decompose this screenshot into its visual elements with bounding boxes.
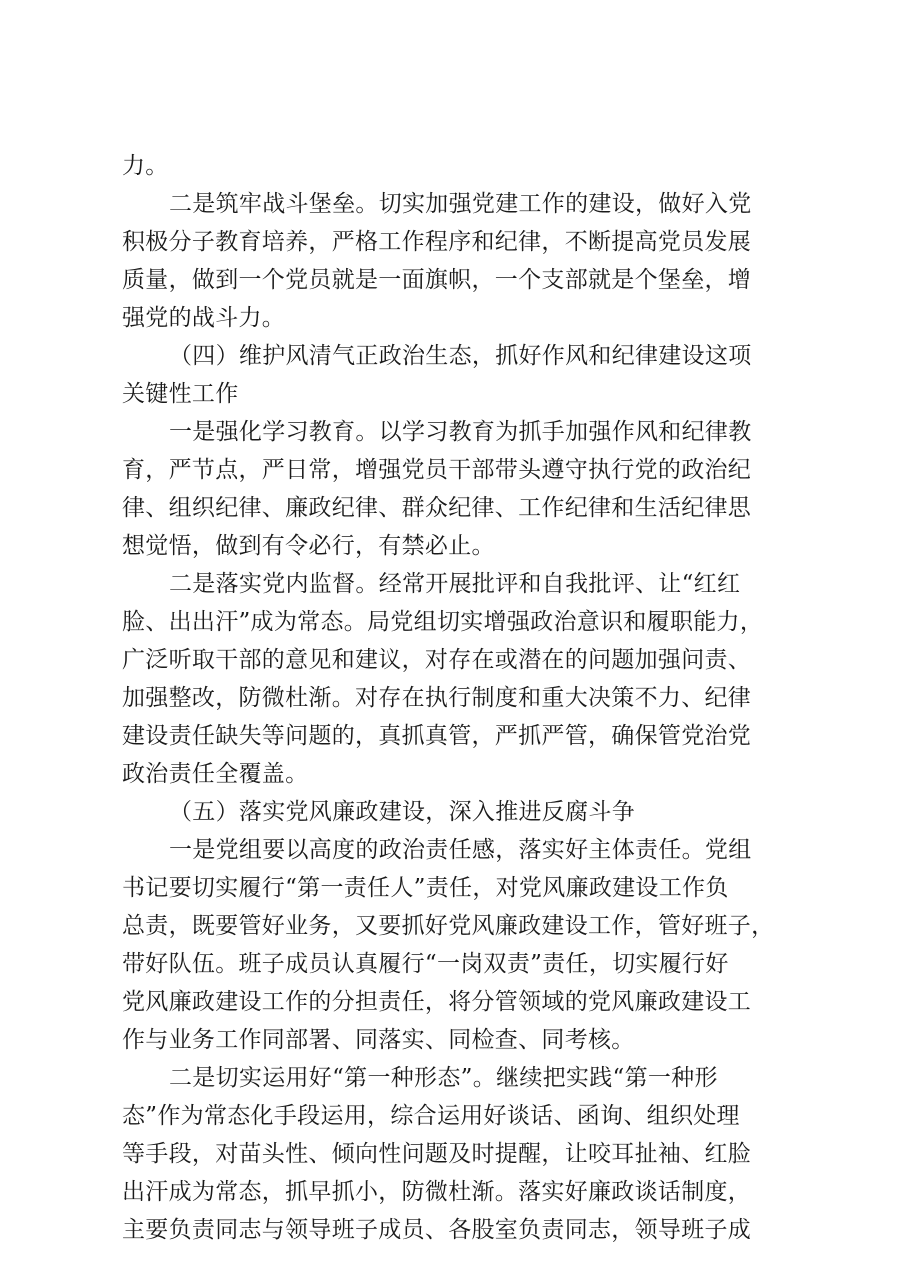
document-body xyxy=(122,147,795,1249)
text-line: 一是强化学习教育。以学习教育为抓手加强作风和纪律教 xyxy=(169,419,752,445)
text-line: 强党的战斗力。 xyxy=(122,305,286,331)
text-line: 出汗成为常态，抓早抓小，防微杜渐。落实好廉政谈话制度， xyxy=(122,1179,752,1205)
text-line: 积极分子教育培养，严格工作程序和纪律，不断提高党员发展 xyxy=(122,229,752,255)
text-line: 二是落实党内监督。经常开展批评和自我批评、让“红红 xyxy=(169,571,741,597)
text-line: 广泛听取干部的意见和建议，对存在或潜在的问题加强问责、 xyxy=(122,647,752,673)
text-line: 关键性工作 xyxy=(122,381,239,407)
text-line: 想觉悟，做到有令必行，有禁必止。 xyxy=(122,533,495,559)
text-line: 总责，既要管好业务，又要抓好党风廉政建设工作，管好班子， xyxy=(122,913,775,939)
text-line: 书记要切实履行“第一责任人”责任，对党风廉政建设工作负 xyxy=(122,875,729,901)
text-line: 力。 xyxy=(122,153,169,179)
text-line: 建设责任缺失等问题的，真抓真管，严抓严管，确保管党治党 xyxy=(122,723,752,749)
text-line: 等手段，对苗头性、倾向性问题及时提醒，让咬耳扯袖、红脸 xyxy=(122,1141,752,1167)
text-line: 二是筑牢战斗堡垒。切实加强党建工作的建设，做好入党 xyxy=(169,191,752,217)
text-line: 态”作为常态化手段运用，综合运用好谈话、函询、组织处理 xyxy=(122,1103,740,1129)
text-line: 二是切实运用好“第一种形态”。继续把实践“第一种形 xyxy=(169,1065,718,1091)
text-line: 党风廉政建设工作的分担责任，将分管领域的党风廉政建设工 xyxy=(122,989,752,1015)
text-line: 育，严节点，严日常，增强党员干部带头遵守执行党的政治纪 xyxy=(122,457,752,483)
text-line: 加强整改，防微杜渐。对存在执行制度和重大决策不力、纪律 xyxy=(122,685,752,711)
text-line: 质量，做到一个党员就是一面旗帜，一个支部就是个堡垒，增 xyxy=(122,267,752,293)
text-line: 主要负责同志与领导班子成员、各股室负责同志，领导班子成 xyxy=(122,1217,752,1243)
text-line: 作与业务工作同部署、同落实、同检查、同考核。 xyxy=(122,1027,635,1053)
text-line: （五）落实党风廉政建设，深入推进反腐斗争 xyxy=(169,799,635,825)
text-line: 脸、出出汗”成为常态。局党组切实增强政治意识和履职能力， xyxy=(122,609,764,635)
text-line: （四）维护风清气正政治生态，抓好作风和纪律建设这项 xyxy=(169,343,752,369)
text-line: 政治责任全覆盖。 xyxy=(122,761,309,787)
text-line: 带好队伍。班子成员认真履行“一岗双责”责任，切实履行好 xyxy=(122,951,729,977)
text-line: 一是党组要以高度的政治责任感，落实好主体责任。党组 xyxy=(169,837,752,863)
text-line: 律、组织纪律、廉政纪律、群众纪律、工作纪律和生活纪律思 xyxy=(122,495,752,521)
